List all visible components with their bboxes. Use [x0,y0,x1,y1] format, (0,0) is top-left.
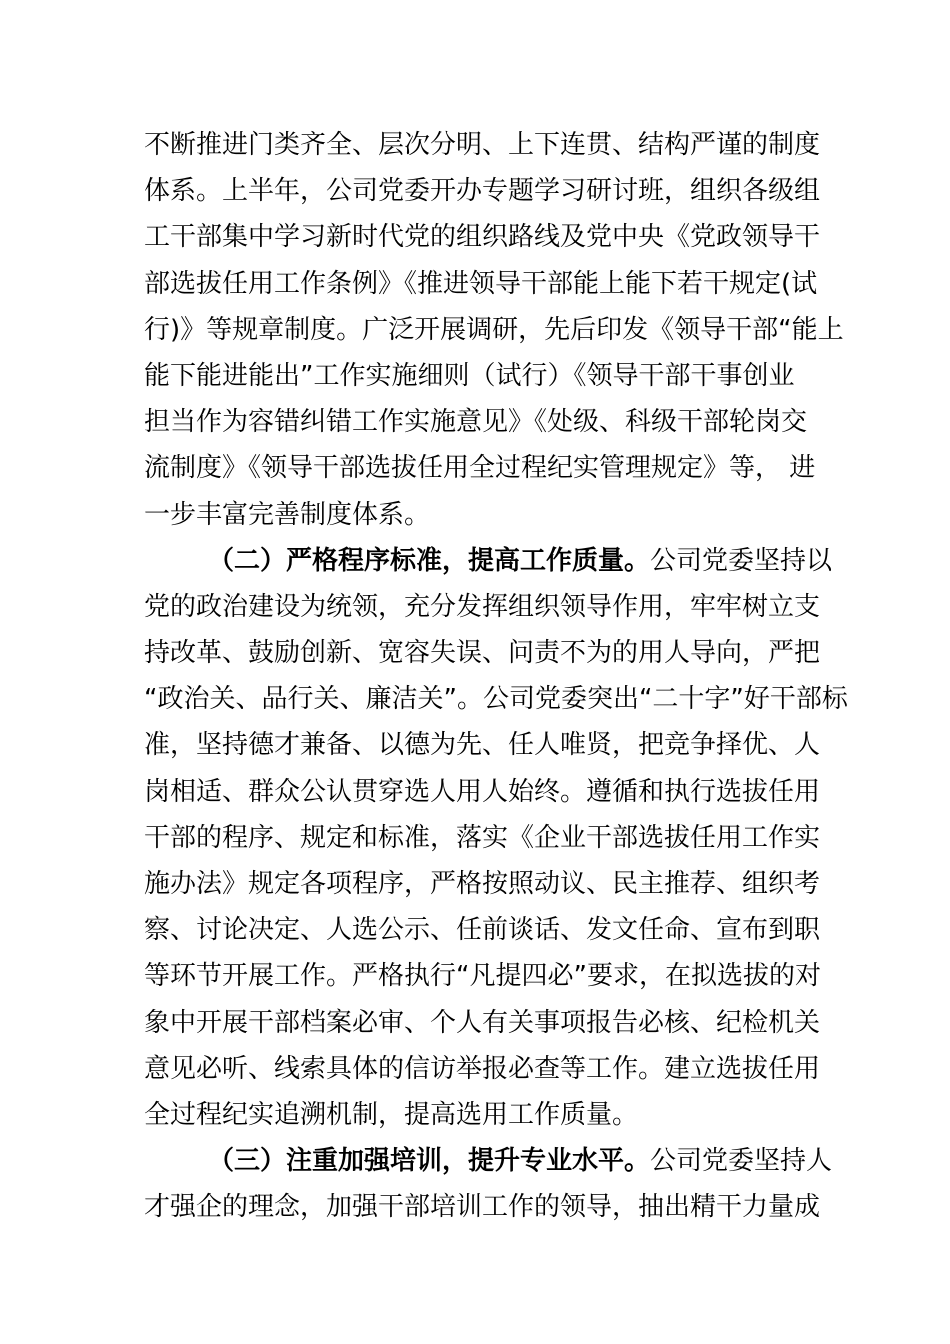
text-line: 党的政治建设为统领，充分发挥组织领导作用，牢牢树立支 [144,591,821,622]
text-line: 流制度》《领导干部选拔任用全过程纪实管理规定》等， 进 [144,453,816,484]
text-line: 干部的程序、规定和标准，落实《企业干部选拔任用工作实 [144,822,821,853]
text-line: 意见必听、线索具体的信访举报必查等工作。建立选拔任用 [144,1053,821,1084]
text-line: 能下能进能出”工作实施细则（试行）《领导干部干事创业 [144,360,795,391]
text-line: 部选拔任用工作条例》《推进领导干部能上能下若干规定(试 [144,268,818,299]
text-line: 才强企的理念，加强干部培训工作的领导，抽出精干力量成 [144,1192,821,1223]
text-line: 一步丰富完善制度体系。 [144,499,431,530]
paragraph-section-2 [144,538,848,1138]
text-line: 行)》等规章制度。广泛开展调研，先后印发《领导干部“能上 [144,314,844,345]
section-3-heading: （三）注重加强培训，提升专业水平。 [208,1146,651,1177]
text-line: 持改革、鼓励创新、宽容失误、问责不为的用人导向，严把 [144,638,821,669]
text-line: “政治关、品行关、廉洁关”。公司党委突出“二十字”好干部标 [144,684,848,715]
section-2-lead-text: 公司党委坚持以 [650,545,833,576]
text-line: 担当作为容错纠错工作实施意见》《处级、科级干部轮岗交 [144,407,808,438]
text-line: 不断推进门类齐全、层次分明、上下连贯、结构严谨的制度 [144,130,821,160]
section-2-first-line [144,538,833,584]
text-line: 全过程纪实追溯机制，提高选用工作质量。 [144,1099,639,1130]
paragraph-section-3 [144,1138,833,1230]
text-line: 象中开展干部档案必审、个人有关事项报告必核、纪检机关 [144,1007,821,1038]
text-line: 等环节开展工作。严格执行“凡提四必”要求，在拟选拔的对 [144,961,821,992]
text-line: 工干部集中学习新时代党的组织路线及党中央《党政领导干 [144,222,821,253]
document-body [144,122,848,1231]
text-line: 岗相适、群众公认贯穿选人用人始终。遵循和执行选拔任用 [144,776,821,807]
section-3-first-line [144,1138,833,1184]
section-2-heading: （二）严格程序标准，提高工作质量。 [208,545,651,576]
text-line: 准，坚持德才兼备、以德为先、任人唯贤，把竞争择优、人 [144,730,821,761]
text-line: 体系。上半年，公司党委开办专题学习研讨班，组织各级组 [144,176,821,207]
text-line: 施办法》规定各项程序，严格按照动议、民主推荐、组织考 [144,869,821,899]
text-line: 察、讨论决定、人选公示、任前谈话、发文任命、宣布到职 [144,915,821,946]
section-3-lead-text: 公司党委坚持人 [650,1146,833,1177]
paragraph-system-building [144,122,844,538]
